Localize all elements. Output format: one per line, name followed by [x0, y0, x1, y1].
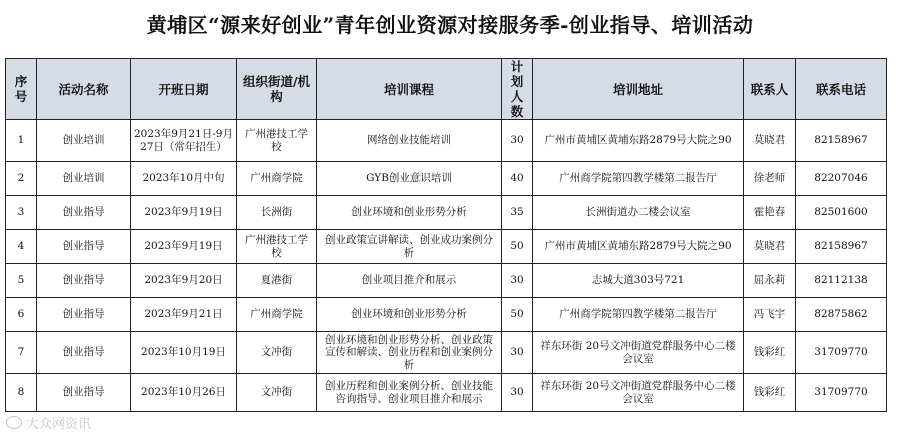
cell-start-date: 2023年9月19日: [131, 196, 237, 230]
cell-no: 6: [6, 298, 37, 332]
cell-planned-count: 35: [502, 196, 533, 230]
table-row: [6, 298, 887, 332]
watermark: [6, 413, 91, 432]
cell-organizer: 长洲街: [237, 196, 317, 230]
cell-course: 创业环境和创业形势分析: [317, 196, 502, 230]
cell-contact: 徐老师: [744, 162, 796, 196]
cell-start-date: 2023年9月19日: [131, 230, 237, 264]
cell-course: 网络创业技能培训: [317, 120, 502, 162]
cell-planned-count: 30: [502, 120, 533, 162]
cell-address: 广州市黄埔区黄埔东路2879号大院之90: [533, 230, 744, 264]
cell-activity-name: 创业指导: [37, 230, 131, 264]
cell-no: 4: [6, 230, 37, 264]
table-row: [6, 230, 887, 264]
header-address: 培训地址: [533, 59, 744, 120]
cell-contact: 钱彩红: [744, 374, 796, 412]
cell-planned-count: 50: [502, 230, 533, 264]
page-title: 黄埔区“源来好创业”青年创业资源对接服务季-创业指导、培训活动: [146, 13, 754, 37]
cell-activity-name: 创业培训: [37, 162, 131, 196]
header-planned-count: 计划人数: [502, 59, 533, 120]
header-activity-name: 活动名称: [37, 59, 131, 120]
cell-planned-count: 30: [502, 264, 533, 298]
header-organizer: 组织街道/机构: [237, 59, 317, 120]
cell-contact: 钱彩红: [744, 332, 796, 374]
cell-organizer: 夏港街: [237, 264, 317, 298]
cell-activity-name: 创业指导: [37, 374, 131, 412]
cell-contact: 莫晓君: [744, 230, 796, 264]
table-row: [6, 264, 887, 298]
cell-course: 创业历程和创业案例分析、创业技能咨询指导、创业项目推介和展示: [317, 374, 502, 412]
header-phone: 联系电话: [796, 59, 887, 120]
table-row: [6, 374, 887, 412]
table-row: [6, 332, 887, 374]
cell-contact: 屈永莉: [744, 264, 796, 298]
cell-address: 祥东环街 20号文冲街道党群服务中心二楼会议室: [533, 332, 744, 374]
cell-contact: 莫晓君: [744, 120, 796, 162]
table-row: [6, 120, 887, 162]
cell-organizer: 广州商学院: [237, 162, 317, 196]
cell-planned-count: 30: [502, 374, 533, 412]
header-start-date: 开班日期: [131, 59, 237, 120]
cell-course: 创业政策宣讲解读、创业成功案例分析: [317, 230, 502, 264]
cell-address: 志城大道303号721: [533, 264, 744, 298]
cell-activity-name: 创业培训: [37, 120, 131, 162]
cell-no: 5: [6, 264, 37, 298]
cell-phone: 82158967: [796, 230, 887, 264]
cell-phone: 82158967: [796, 120, 887, 162]
cell-start-date: 2023年10月26日: [131, 374, 237, 412]
cell-address: 广州商学院第四教学楼第二报告厅: [533, 298, 744, 332]
table-row: [6, 162, 887, 196]
cell-start-date: 2023年9月21日-9月27日（常年招生）: [131, 120, 237, 162]
table-row: [6, 196, 887, 230]
cell-contact: 霍艳春: [744, 196, 796, 230]
cell-phone: 82875862: [796, 298, 887, 332]
header-contact: 联系人: [744, 59, 796, 120]
cell-start-date: 2023年9月20日: [131, 264, 237, 298]
cell-address: 广州市黄埔区黄埔东路2879号大院之90: [533, 120, 744, 162]
cell-activity-name: 创业指导: [37, 298, 131, 332]
cell-address: 广州商学院第四教学楼第二报告厅: [533, 162, 744, 196]
cell-start-date: 2023年9月21日: [131, 298, 237, 332]
cell-planned-count: 30: [502, 332, 533, 374]
table-header-row: [6, 59, 887, 120]
cell-course: GYB创业意识培训: [317, 162, 502, 196]
cell-no: 7: [6, 332, 37, 374]
cell-no: 1: [6, 120, 37, 162]
cell-no: 8: [6, 374, 37, 412]
cell-organizer: 文冲街: [237, 332, 317, 374]
cell-no: 2: [6, 162, 37, 196]
cell-planned-count: 50: [502, 298, 533, 332]
cell-course: 创业环境和创业形势分析: [317, 298, 502, 332]
cell-contact: 冯飞宇: [744, 298, 796, 332]
cell-start-date: 2023年10月19日: [131, 332, 237, 374]
watermark-logo-icon: [6, 416, 22, 429]
header-no: 序号: [6, 59, 37, 120]
cell-start-date: 2023年10月中旬: [131, 162, 237, 196]
cell-activity-name: 创业指导: [37, 196, 131, 230]
cell-phone: 82112138: [796, 264, 887, 298]
cell-phone: 31709770: [796, 374, 887, 412]
cell-activity-name: 创业指导: [37, 264, 131, 298]
activity-table: [5, 58, 887, 412]
cell-address: 长洲街道办二楼会议室: [533, 196, 744, 230]
watermark-text: 大众网资讯: [26, 417, 92, 432]
header-course: 培训课程: [317, 59, 502, 120]
cell-organizer: 广州商学院: [237, 298, 317, 332]
cell-organizer: 广州港技工学校: [237, 230, 317, 264]
cell-planned-count: 40: [502, 162, 533, 196]
cell-organizer: 文冲街: [237, 374, 317, 412]
cell-activity-name: 创业指导: [37, 332, 131, 374]
cell-address: 祥东环街 20号文冲街道党群服务中心二楼会议室: [533, 374, 744, 412]
cell-course: 创业环境和创业形势分析、创业政策宣传和解读、创业历程和创业案例分析: [317, 332, 502, 374]
cell-phone: 82501600: [796, 196, 887, 230]
cell-no: 3: [6, 196, 37, 230]
cell-phone: 82207046: [796, 162, 887, 196]
cell-course: 创业项目推介和展示: [317, 264, 502, 298]
cell-organizer: 广州港技工学校: [237, 120, 317, 162]
cell-phone: 31709770: [796, 332, 887, 374]
